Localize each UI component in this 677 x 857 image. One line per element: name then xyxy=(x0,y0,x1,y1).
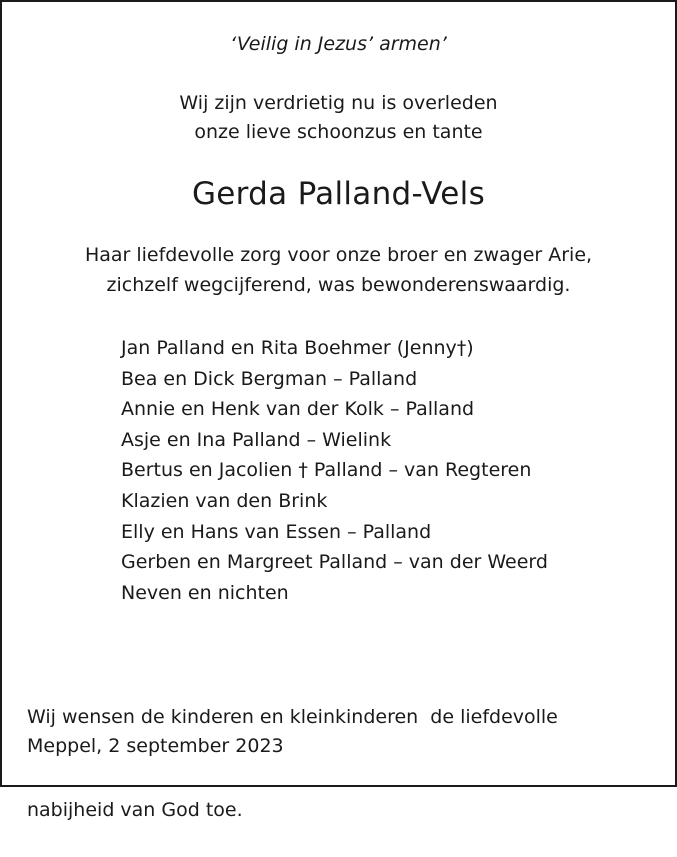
intro-text xyxy=(0,89,677,147)
relative-item: Asje en Ina Palland – Wielink xyxy=(121,428,392,451)
relative-item: Bertus en Jacolien † Palland – van Regteren xyxy=(121,459,532,482)
tribute-line: zichzelf wegcijferend, was bewonderenswaardig. xyxy=(106,274,571,296)
deceased-name: Gerda Palland-Vels xyxy=(191,176,486,212)
intro-line: Wij zijn verdrietig nu is overleden xyxy=(179,92,498,114)
relative-item: Klazien van den Brink xyxy=(121,489,328,512)
tribute-line: Haar liefdevolle zorg voor onze broer en zwager Arie, xyxy=(84,244,593,266)
relative-item: Jan Palland en Rita Boehmer (Jenny†) xyxy=(121,337,474,359)
place-date: Meppel, 2 september 2023 xyxy=(27,735,284,757)
intro-line: onze lieve schoonzus en tante xyxy=(194,121,483,143)
closing-line: nabijheid van God toe. xyxy=(27,799,243,821)
closing-line: Wij wensen de kinderen en kleinkinderen de liefdevolle xyxy=(27,706,558,728)
relative-item: Annie en Henk van der Kolk – Palland xyxy=(121,398,475,421)
relative-item: Elly en Hans van Essen – Palland xyxy=(121,520,432,543)
tribute-text xyxy=(0,240,677,300)
relatives-list xyxy=(121,333,548,608)
relative-item: Gerben en Margreet Palland – van der Weerd xyxy=(121,551,548,574)
motto: ‘Veilig in Jezus’ armen’ xyxy=(230,33,447,55)
relative-item: Neven en nichten xyxy=(121,581,289,604)
relative-item: Bea en Dick Bergman – Palland xyxy=(121,367,418,390)
